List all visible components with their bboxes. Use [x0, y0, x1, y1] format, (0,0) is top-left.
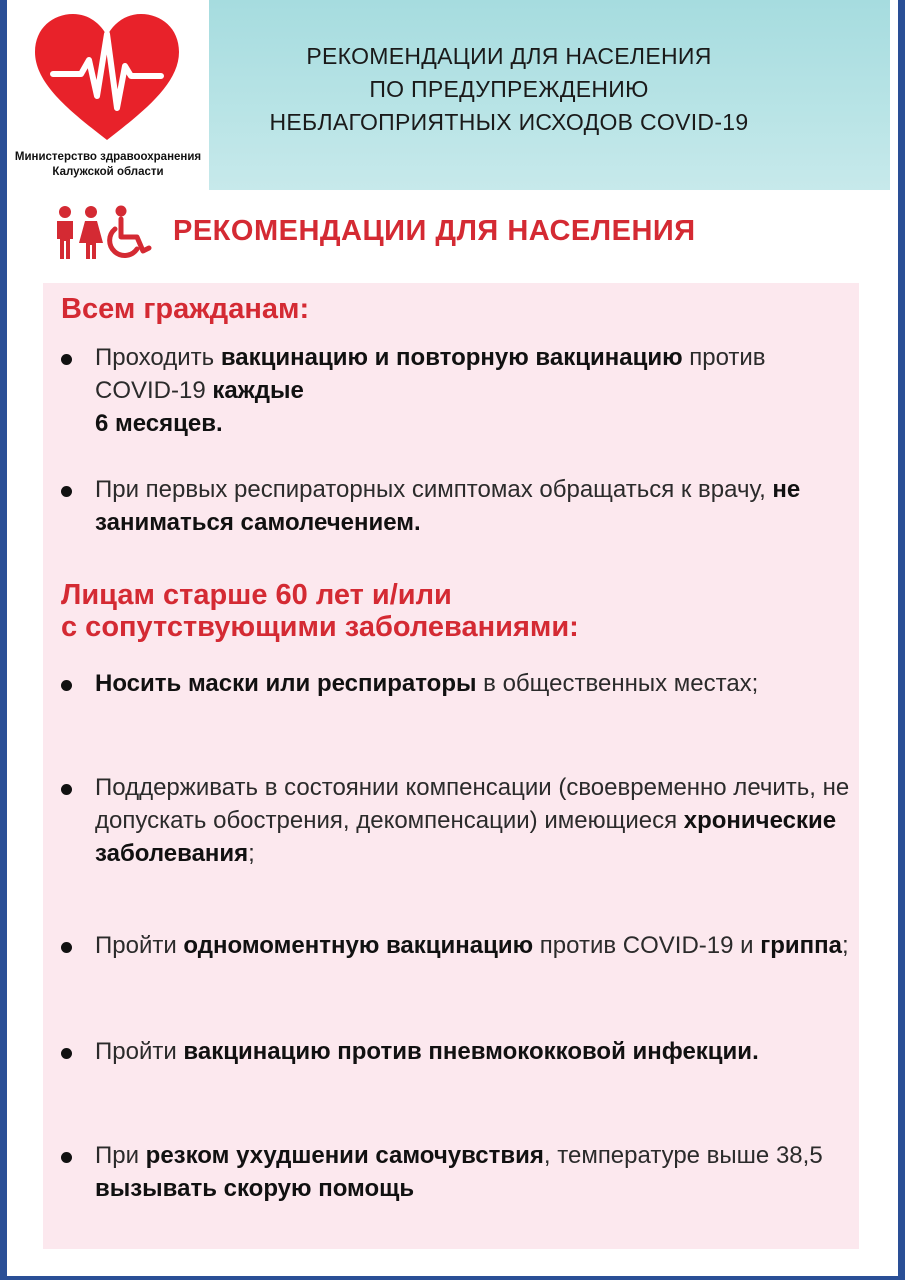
header-banner [7, 0, 890, 190]
section-title: РЕКОМЕНДАЦИИ ДЛЯ НАСЕЛЕНИЯ [173, 215, 696, 247]
list-item-text: Носить маски или респираторы в общественных местах; [95, 670, 759, 697]
list-item [61, 1139, 851, 1205]
bullet-icon [61, 1048, 72, 1059]
ministry-caption-line2: Калужской области [52, 166, 164, 178]
page-title [209, 40, 809, 139]
bullet-icon [61, 680, 72, 691]
list-item [61, 929, 851, 962]
list-item-text: При резком ухудшении самочувствия, температуре выше 38,5 вызывать скорую помощь [95, 1142, 823, 1202]
list-item-text: При первых респираторных симптомах обращаться к врачу, не заниматься самолечением. [95, 476, 801, 536]
bullet-icon [61, 942, 72, 953]
bullet-icon [61, 354, 72, 365]
page-title-line1: РЕКОМЕНДАЦИИ ДЛЯ НАСЕЛЕНИЯ [306, 43, 712, 69]
list-item [61, 473, 851, 539]
page-title-line3: НЕБЛАГОПРИЯТНЫХ ИСХОДОВ COVID-19 [269, 109, 749, 135]
list-item [61, 341, 851, 440]
page-title-line2: ПО ПРЕДУПРЕЖДЕНИЮ [369, 76, 649, 102]
list-item-text: Проходить вакцинацию и повторную вакцинацию против COVID-19 каждые 6 месяцев. [95, 344, 766, 437]
group-title: Всем гражданам: [61, 293, 310, 325]
list-item [61, 771, 851, 870]
ministry-caption [7, 150, 209, 180]
ministry-logo [7, 0, 209, 190]
poster [7, 0, 898, 1276]
list-item-text: Пройти вакцинацию против пневмококковой инфекции. [95, 1038, 759, 1065]
heart-pulse-icon [31, 12, 183, 144]
people-accessibility-icon [51, 205, 159, 261]
bullet-icon [61, 486, 72, 497]
group-title: Лицам старше 60 лет и/или с сопутствующими заболеваниями: [61, 579, 579, 643]
list-item [61, 1035, 851, 1068]
recommendations-card [43, 283, 859, 1249]
section-heading [51, 205, 851, 265]
bullet-icon [61, 1152, 72, 1163]
bullet-icon [61, 784, 72, 795]
list-item-text: Поддерживать в состоянии компенсации (своевременно лечить, не допускать обострения, декомпенсации) имеющиеся хронические заболевания; [95, 774, 850, 867]
list-item [61, 667, 851, 700]
list-item-text: Пройти одномоментную вакцинацию против COVID-19 и гриппа; [95, 932, 849, 959]
ministry-caption-line1: Министерство здравоохранения [14, 151, 202, 163]
